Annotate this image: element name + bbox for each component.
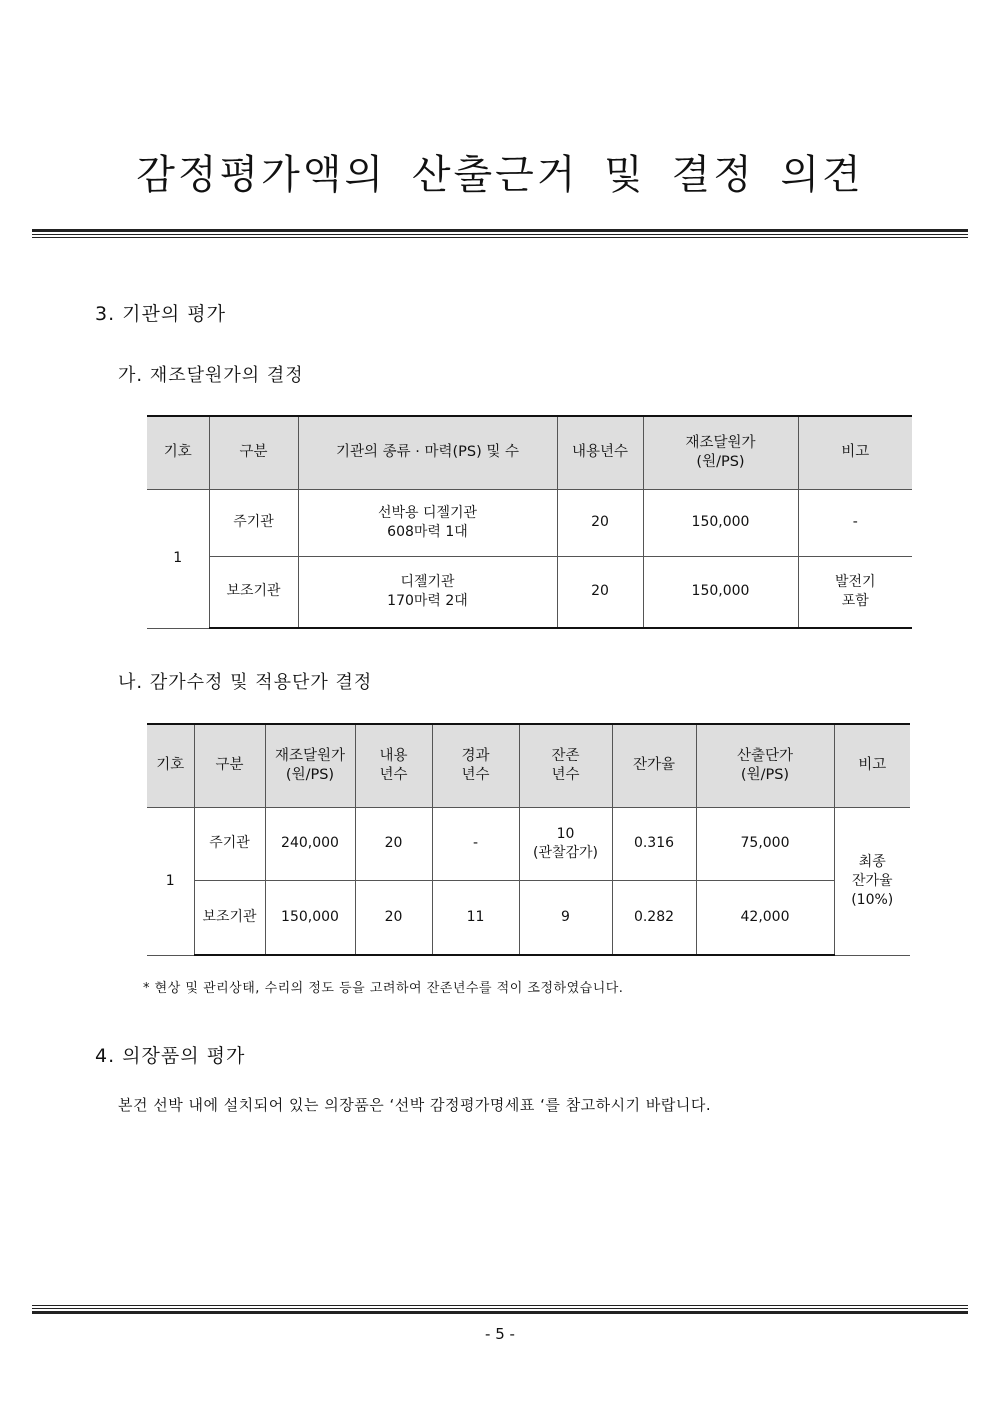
- col-header-type: 구분: [209, 416, 298, 489]
- cell-desc: 선박용 디젤기관 608마력 1대: [298, 489, 557, 556]
- cell-life: 20: [355, 807, 432, 880]
- page-number: - 5 -: [485, 1325, 515, 1343]
- col-header-note: 비고: [834, 724, 910, 807]
- col-header-desc: 기관의 종류 · 마력(PS) 및 수: [298, 416, 557, 489]
- col-header-no: 기호: [147, 416, 209, 489]
- replacement-cost-table: [147, 415, 912, 629]
- footnote: * 현상 및 관리상태, 수리의 정도 등을 고려하여 잔존년수를 적이 조정하였습니다.: [143, 981, 624, 996]
- cell-elapsed: -: [432, 807, 519, 880]
- section-4-text: 본건 선박 내에 설치되어 있는 의장품은 ‘선박 감정평가명세표 ‘를 참고하시기 바랍니다.: [118, 1096, 712, 1114]
- row-no: 1: [147, 489, 209, 628]
- cell-rate: 0.282: [612, 880, 696, 955]
- cell-unit: 75,000: [696, 807, 834, 880]
- col-header-no: 기호: [147, 724, 194, 807]
- cell-years: 20: [557, 489, 643, 556]
- cell-cost: 150,000: [643, 489, 798, 556]
- section-4-heading: 4. 의장품의 평가: [95, 1045, 246, 1067]
- table-row: [147, 489, 912, 556]
- cell-note: 최종 잔가율 (10%): [834, 807, 910, 955]
- section-3b-heading: 나. 감가수정 및 적용단가 결정: [118, 672, 373, 693]
- section-3-heading: 3. 기관의 평가: [95, 303, 226, 325]
- table-row: [147, 807, 910, 880]
- cell-desc: 디젤기관 170마력 2대: [298, 556, 557, 628]
- cell-type: 주기관: [209, 489, 298, 556]
- cell-type: 주기관: [194, 807, 265, 880]
- cell-note: -: [798, 489, 912, 556]
- cell-note: 발전기 포함: [798, 556, 912, 628]
- cell-years: 20: [557, 556, 643, 628]
- col-header-type: 구분: [194, 724, 265, 807]
- row-no: 1: [147, 807, 194, 955]
- footer-rule: [32, 1305, 968, 1314]
- cell-type: 보조기관: [194, 880, 265, 955]
- header-rule: [32, 229, 968, 238]
- cell-remain: 9: [519, 880, 612, 955]
- cell-type: 보조기관: [209, 556, 298, 628]
- col-header-life: 내용 년수: [355, 724, 432, 807]
- col-header-unit: 산출단가 (원/PS): [696, 724, 834, 807]
- page-title: 감정평가액의 산출근거 및 결정 의견: [136, 152, 864, 198]
- cell-unit: 42,000: [696, 880, 834, 955]
- cell-cost: 150,000: [265, 880, 355, 955]
- cell-rate: 0.316: [612, 807, 696, 880]
- table-row: [147, 880, 910, 955]
- depreciation-table: [147, 723, 910, 956]
- col-header-cost: 재조달원가 (원/PS): [265, 724, 355, 807]
- col-header-remain: 잔존 년수: [519, 724, 612, 807]
- col-header-cost: 재조달원가 (원/PS): [643, 416, 798, 489]
- cell-remain: 10 (관찰감가): [519, 807, 612, 880]
- col-header-rate: 잔가율: [612, 724, 696, 807]
- cell-cost: 240,000: [265, 807, 355, 880]
- table-row: [147, 556, 912, 628]
- cell-life: 20: [355, 880, 432, 955]
- col-header-note: 비고: [798, 416, 912, 489]
- col-header-elapsed: 경과 년수: [432, 724, 519, 807]
- cell-cost: 150,000: [643, 556, 798, 628]
- col-header-years: 내용년수: [557, 416, 643, 489]
- cell-elapsed: 11: [432, 880, 519, 955]
- section-3a-heading: 가. 재조달원가의 결정: [118, 365, 304, 386]
